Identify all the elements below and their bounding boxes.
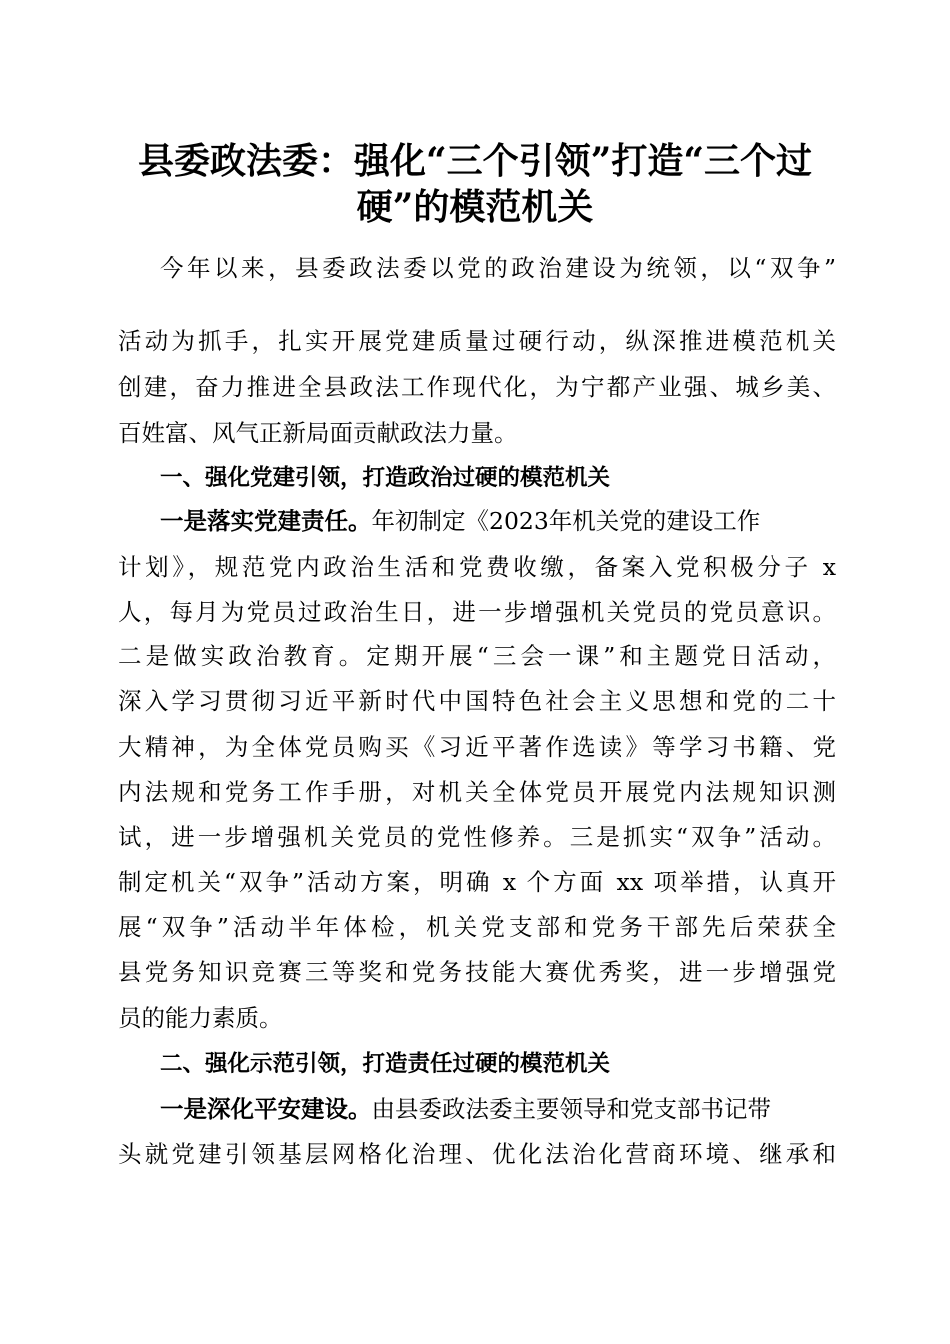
section-2-line-1 (160, 1094, 771, 1124)
intro-line-2: 活动为抓手，扎实开展党建质量过硬行动，纵深推进模范机关 (118, 327, 836, 355)
document-title-line-1: 县委政法委：强化“三个引领”打造“三个过 (137, 140, 813, 182)
document-title-line-2: 硬”的模范机关 (356, 186, 594, 228)
section-1-line-8: 试，进一步增强机关党员的党性修养。三是抓实“双争”活动。 (118, 823, 836, 851)
intro-line-1: 今年以来，县委政法委以党的政治建设为统领，以“双争” (160, 254, 836, 282)
intro-line-4: 百姓富、风气正新局面贡献政法力量。 (118, 419, 518, 447)
section-2-heading: 二、强化示范引领，打造责任过硬的模范机关 (160, 1051, 611, 1077)
section-1-line-1 (160, 506, 760, 536)
section-1-line-7: 内法规和党务工作手册，对机关全体党员开展党内法规知识测 (118, 778, 836, 806)
section-1-line-4: 二是做实政治教育。定期开展“三会一课”和主题党日活动， (118, 642, 836, 670)
section-1-line-5: 深入学习贯彻习近平新时代中国特色社会主义思想和党的二十 (118, 687, 836, 715)
section-1-lead: 一是落实党建责任。 (160, 507, 372, 535)
section-1-line-3: 人，每月为党员过政治生日，进一步增强机关党员的党员意识。 (118, 598, 836, 626)
section-1-line-6: 大精神，为全体党员购买《习近平著作选读》等学习书籍、党 (118, 733, 836, 761)
section-1-line-10: 展“双争”活动半年体检，机关党支部和党务干部先后荣获全 (118, 913, 836, 941)
section-1-line-2: 计划》，规范党内政治生活和党费收缴，备案入党积极分子 x (118, 553, 836, 581)
section-2-line-2: 头就党建引领基层网格化治理、优化法治化营商环境、继承和 (118, 1140, 836, 1168)
section-1-line-11: 县党务知识竞赛三等奖和党务技能大赛优秀奖，进一步增强党 (118, 958, 836, 986)
intro-line-3: 创建，奋力推进全县政法工作现代化，为宁都产业强、城乡美、 (118, 373, 836, 401)
section-1-heading: 一、强化党建引领，打造政治过硬的模范机关 (160, 465, 611, 491)
section-1-line-12: 员的能力素质。 (118, 1004, 283, 1032)
section-1-line-9: 制定机关“双争”活动方案，明确 x 个方面 xx 项举措，认真开 (118, 868, 836, 896)
section-2-lead: 一是深化平安建设。 (160, 1095, 372, 1123)
section-1-line-1-text: 年初制定《2023年机关党的建设工作 (371, 507, 761, 535)
section-2-line-1-text: 由县委政法委主要领导和党支部书记带 (371, 1095, 771, 1123)
